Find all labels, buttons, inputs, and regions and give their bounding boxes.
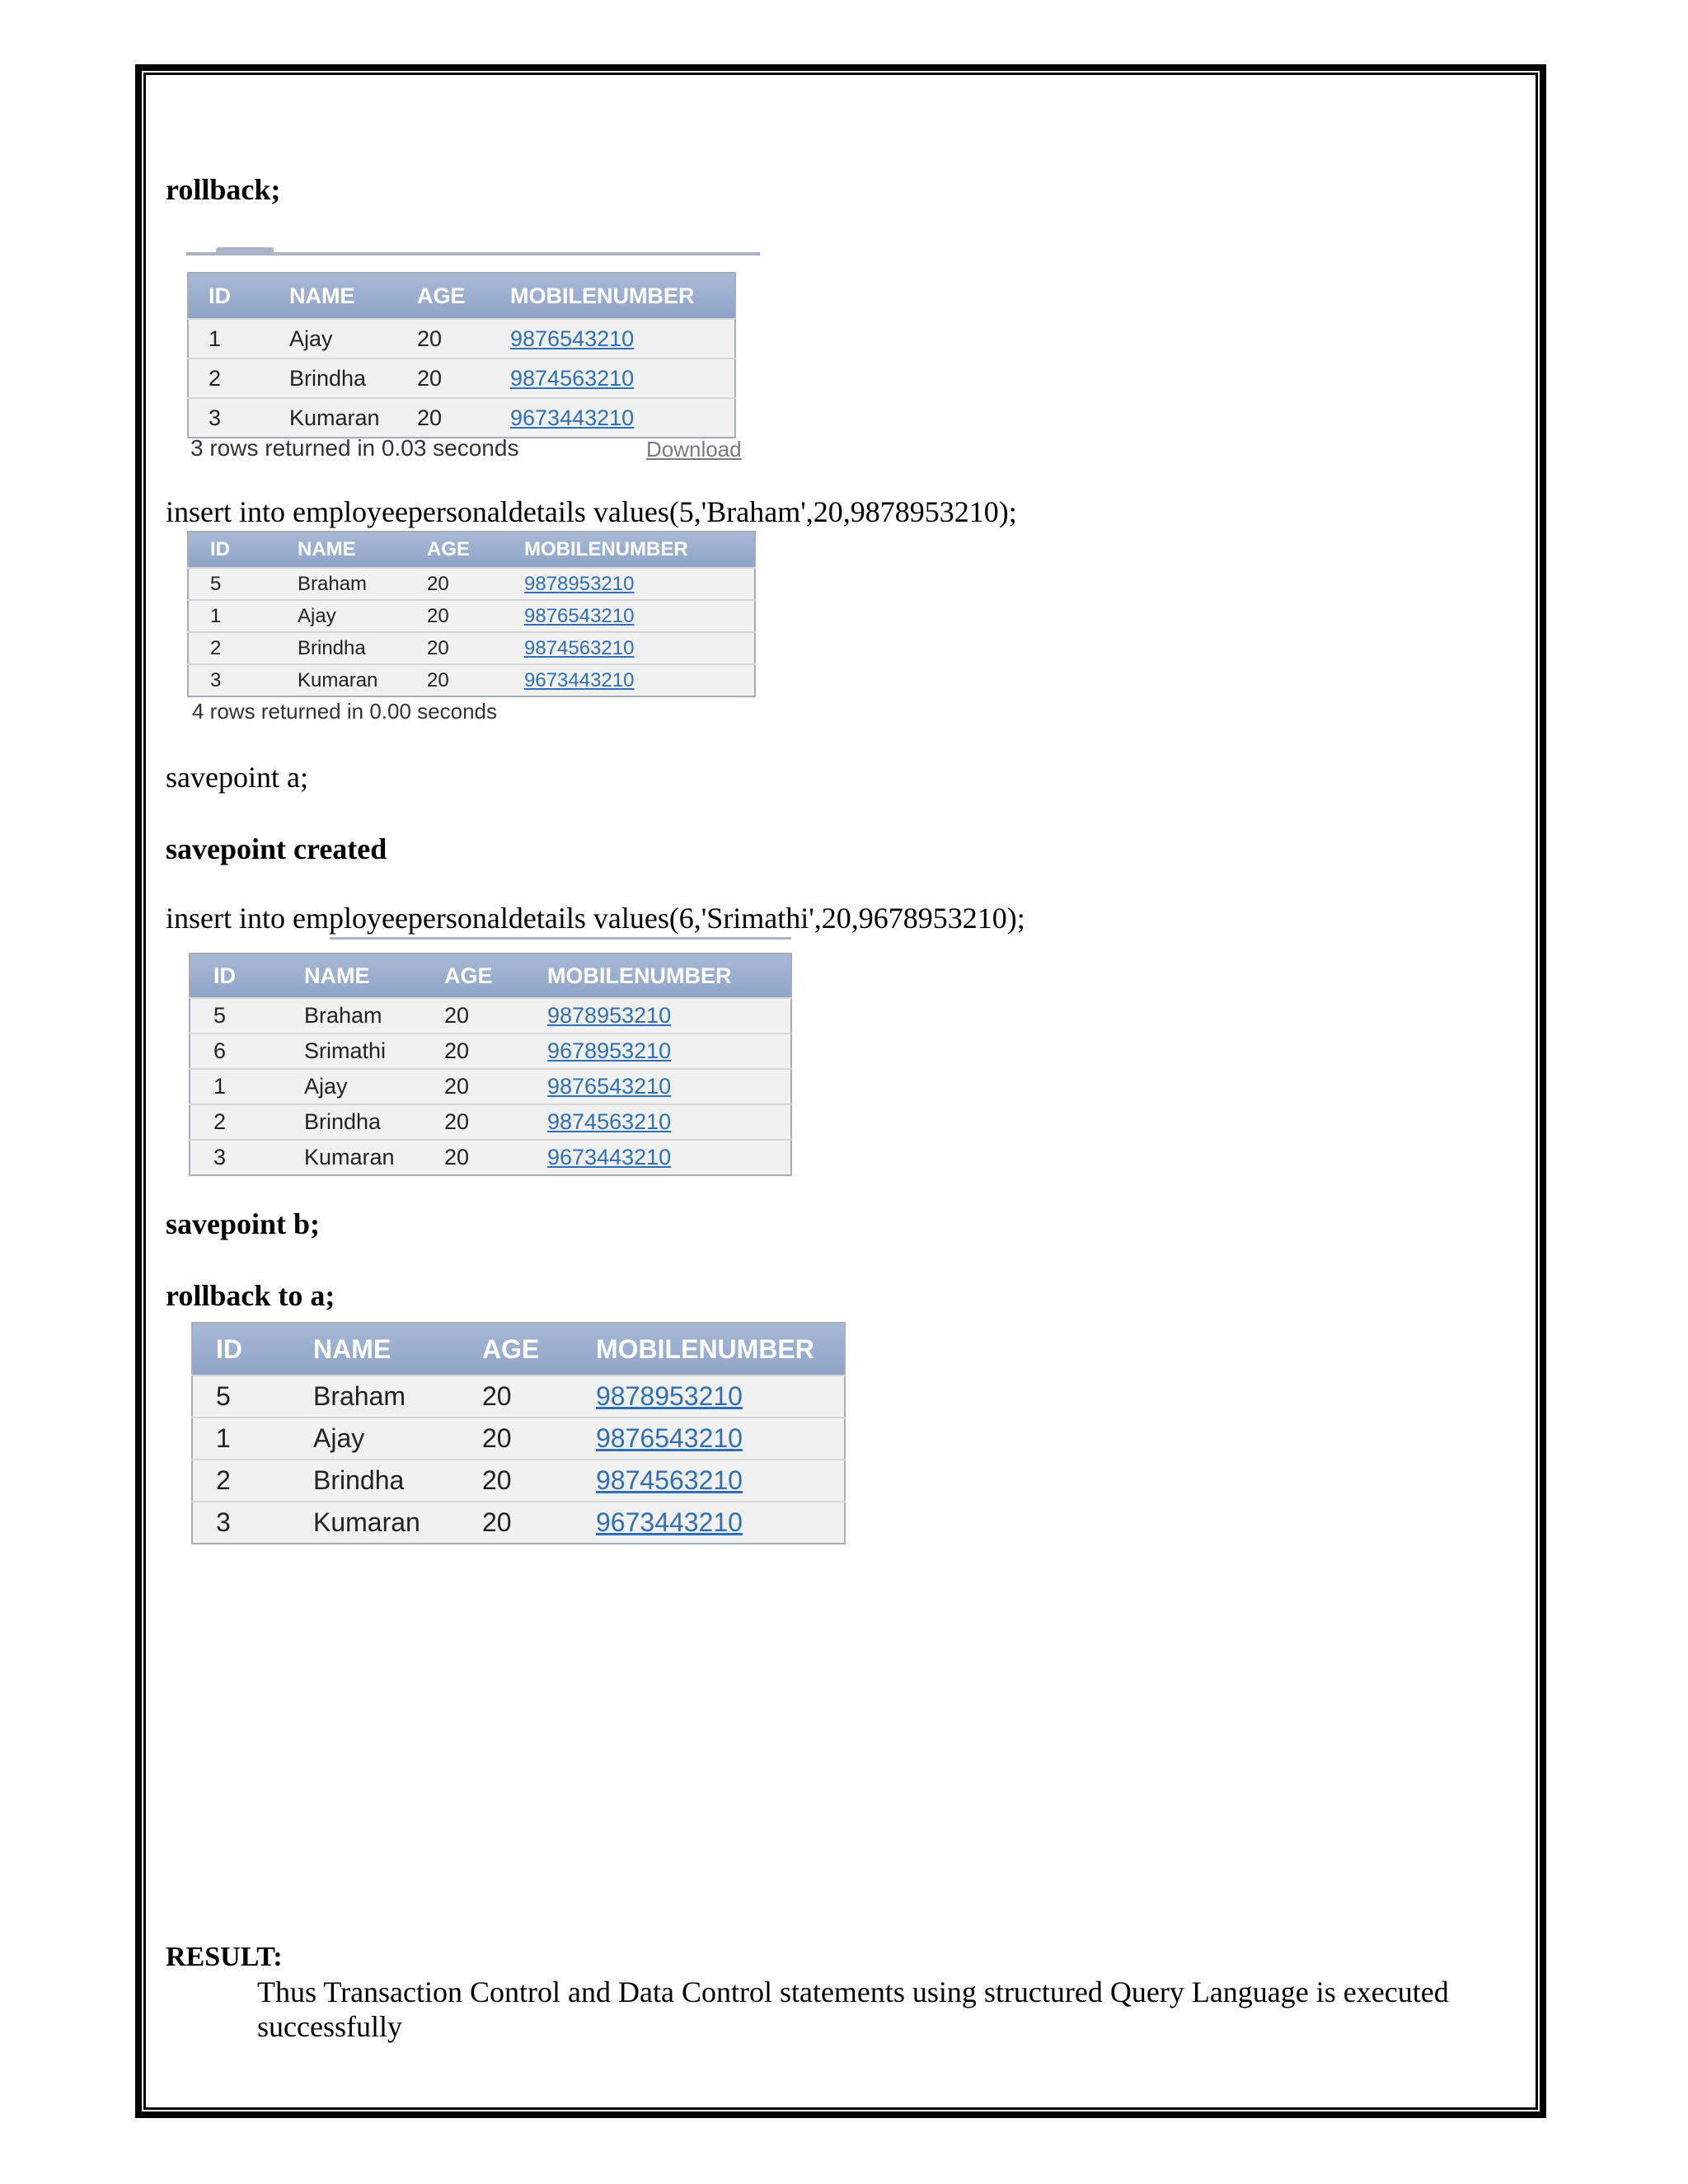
statement-savepoint-a: savepoint a;	[166, 761, 308, 794]
cell-mobilenumber	[510, 359, 735, 398]
rows-returned-text: 4 rows returned in 0.00 seconds	[192, 699, 497, 724]
cell-name: Brindha	[298, 632, 427, 664]
column-header-id: ID	[192, 1323, 313, 1376]
cell-id: 1	[188, 600, 298, 632]
cell-name: Kumaran	[298, 664, 427, 696]
table-row	[188, 568, 755, 600]
cell-name: Ajay	[289, 319, 417, 359]
table-header-row	[188, 532, 755, 568]
mobile-number-link[interactable]: 9874563210	[596, 1465, 743, 1495]
column-header-name: NAME	[298, 532, 427, 568]
statement-rollback-to-a: rollback to a;	[166, 1279, 335, 1312]
cell-mobilenumber	[596, 1376, 845, 1418]
table-row	[190, 1069, 791, 1104]
table-row	[190, 998, 791, 1033]
column-header-name: NAME	[313, 1323, 482, 1376]
cell-id: 3	[192, 1502, 313, 1544]
cell-mobilenumber	[596, 1502, 845, 1544]
column-header-mobilenumber: MOBILENUMBER	[510, 273, 735, 319]
download-link[interactable]: Download	[646, 437, 742, 462]
mobile-number-link[interactable]: 9673443210	[547, 1145, 672, 1169]
cell-age: 20	[482, 1460, 596, 1502]
cell-age: 20	[482, 1376, 596, 1418]
mobile-number-link[interactable]: 9673443210	[524, 668, 635, 691]
statement-insert-srimathi: insert into employeepersonaldetails values(6,'Srimathi',20,9678953210);	[166, 902, 1025, 935]
cell-age: 20	[444, 998, 547, 1033]
table-header-row	[190, 954, 791, 998]
result-table-1	[187, 272, 736, 438]
mobile-number-link[interactable]: 9874563210	[510, 365, 635, 391]
cell-name: Braham	[313, 1376, 482, 1418]
cell-name: Ajay	[313, 1418, 482, 1460]
cell-age: 20	[482, 1502, 596, 1544]
column-header-name: NAME	[289, 273, 417, 319]
cell-mobilenumber	[510, 319, 735, 359]
column-header-age: AGE	[417, 273, 510, 319]
result-table-2	[187, 531, 756, 697]
statement-insert-braham: insert into employeepersonaldetails values(5,'Braham',20,9878953210);	[166, 495, 1017, 528]
column-header-mobilenumber: MOBILENUMBER	[547, 954, 791, 998]
cell-id: 3	[188, 664, 298, 696]
table-header-row	[192, 1323, 845, 1376]
report-tab-bar	[186, 252, 760, 255]
cell-age: 20	[427, 568, 524, 600]
table-row	[192, 1502, 845, 1544]
cell-id: 2	[188, 359, 289, 398]
mobile-number-link[interactable]: 9878953210	[596, 1381, 743, 1411]
cell-age: 20	[444, 1069, 547, 1104]
column-header-age: AGE	[482, 1323, 596, 1376]
cell-name: Brindha	[289, 359, 417, 398]
mobile-number-link[interactable]: 9673443210	[510, 405, 635, 430]
mobile-number-link[interactable]: 9876543210	[547, 1074, 672, 1099]
table-row	[190, 1140, 791, 1175]
table-row	[188, 600, 755, 632]
cell-id: 2	[188, 632, 298, 664]
cell-name: Braham	[298, 568, 427, 600]
cell-name: Kumaran	[304, 1140, 444, 1175]
cell-age: 20	[444, 1033, 547, 1069]
mobile-number-link[interactable]: 9876543210	[510, 326, 635, 351]
cell-id: 3	[188, 398, 289, 438]
column-header-id: ID	[188, 273, 289, 319]
cell-id: 6	[190, 1033, 304, 1069]
cell-id: 2	[192, 1460, 313, 1502]
cell-mobilenumber	[547, 1069, 791, 1104]
table-row	[188, 398, 735, 438]
table-row	[192, 1376, 845, 1418]
mobile-number-link[interactable]: 9878953210	[547, 1003, 672, 1028]
cell-age: 20	[482, 1418, 596, 1460]
cell-mobilenumber	[524, 632, 755, 664]
table-row	[188, 359, 735, 398]
mobile-number-link[interactable]: 9878953210	[524, 572, 635, 595]
cell-mobilenumber	[547, 1104, 791, 1140]
cell-name: Brindha	[304, 1104, 444, 1140]
mobile-number-link[interactable]: 9876543210	[524, 604, 635, 627]
cell-age: 20	[417, 359, 510, 398]
cell-id: 5	[192, 1376, 313, 1418]
cell-id: 1	[190, 1069, 304, 1104]
column-header-mobilenumber: MOBILENUMBER	[524, 532, 755, 568]
result-table-4	[191, 1322, 846, 1544]
column-header-id: ID	[190, 954, 304, 998]
cell-id: 1	[192, 1418, 313, 1460]
cell-age: 20	[417, 319, 510, 359]
table-row	[190, 1033, 791, 1069]
table-row	[188, 632, 755, 664]
cell-mobilenumber	[547, 998, 791, 1033]
cell-age: 20	[444, 1104, 547, 1140]
cell-mobilenumber	[524, 664, 755, 696]
mobile-number-link[interactable]: 9874563210	[524, 636, 635, 659]
cell-name: Kumaran	[289, 398, 417, 438]
cell-mobilenumber	[596, 1460, 845, 1502]
cell-age: 20	[427, 600, 524, 632]
mobile-number-link[interactable]: 9874563210	[547, 1109, 672, 1134]
column-header-age: AGE	[444, 954, 547, 998]
report-tab-bar	[330, 937, 791, 940]
cell-age: 20	[427, 632, 524, 664]
cell-name: Braham	[304, 998, 444, 1033]
column-header-id: ID	[188, 532, 298, 568]
cell-age: 20	[417, 398, 510, 438]
cell-id: 3	[190, 1140, 304, 1175]
cell-name: Brindha	[313, 1460, 482, 1502]
cell-name: Ajay	[298, 600, 427, 632]
cell-id: 5	[190, 998, 304, 1033]
table-row	[192, 1460, 845, 1502]
result-heading: RESULT:	[166, 1942, 283, 1972]
cell-mobilenumber	[524, 568, 755, 600]
mobile-number-link[interactable]: 9876543210	[596, 1423, 743, 1453]
column-header-mobilenumber: MOBILENUMBER	[596, 1323, 845, 1376]
table-row	[192, 1418, 845, 1460]
table-row	[190, 1104, 791, 1140]
mobile-number-link[interactable]: 9673443210	[596, 1507, 743, 1537]
statement-savepoint-created: savepoint created	[166, 832, 387, 865]
cell-mobilenumber	[524, 600, 755, 632]
cell-mobilenumber	[510, 398, 735, 438]
report-tab	[216, 247, 274, 252]
rows-returned-text: 3 rows returned in 0.03 seconds	[190, 435, 519, 461]
result-text: Thus Transaction Control and Data Control statements using structured Query Language is executed successfully	[257, 1975, 1449, 2043]
cell-mobilenumber	[547, 1140, 791, 1175]
cell-id: 5	[188, 568, 298, 600]
cell-mobilenumber	[547, 1033, 791, 1069]
cell-age: 20	[444, 1140, 547, 1175]
cell-name: Ajay	[304, 1069, 444, 1104]
cell-mobilenumber	[596, 1418, 845, 1460]
table-row	[188, 319, 735, 359]
column-header-age: AGE	[427, 532, 524, 568]
table-row	[188, 664, 755, 696]
cell-age: 20	[427, 664, 524, 696]
cell-id: 2	[190, 1104, 304, 1140]
table-header-row	[188, 273, 735, 319]
cell-name: Srimathi	[304, 1033, 444, 1069]
mobile-number-link[interactable]: 9678953210	[547, 1038, 672, 1063]
statement-savepoint-b: savepoint b;	[166, 1207, 321, 1240]
statement-rollback: rollback;	[166, 173, 281, 206]
cell-name: Kumaran	[313, 1502, 482, 1544]
result-table-3	[189, 953, 792, 1176]
column-header-name: NAME	[304, 954, 444, 998]
cell-id: 1	[188, 319, 289, 359]
